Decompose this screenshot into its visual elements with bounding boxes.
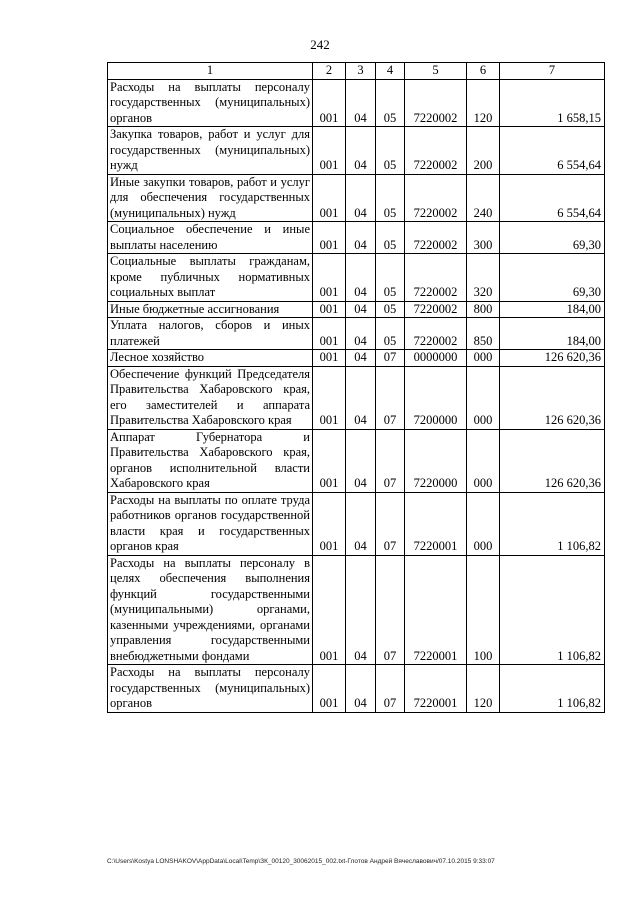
- table-row: [108, 318, 605, 350]
- amount-cell: 1 658,15: [500, 79, 605, 127]
- table-row: [108, 174, 605, 222]
- target-article-cell: 7220002: [405, 318, 467, 350]
- file-path-footer: C:\Users\Kostya LONSHAKOV\AppData\Local\Temp\ЗК_00120_30062015_002.txt-Глотов Андрей Вячеславович/07.10.2015 9:33:07: [107, 858, 495, 865]
- expense-type-cell: 850: [467, 318, 500, 350]
- section-cell: 04: [346, 665, 376, 713]
- subsection-cell: 05: [376, 318, 405, 350]
- amount-cell: 1 106,82: [500, 665, 605, 713]
- budget-table: [107, 62, 605, 713]
- target-article-cell: 7220002: [405, 79, 467, 127]
- section-cell: 04: [346, 492, 376, 555]
- section-cell: 04: [346, 555, 376, 665]
- column-header: 2: [313, 63, 346, 80]
- expense-type-cell: 120: [467, 665, 500, 713]
- row-name-cell: Иные бюджетные ассигнования: [108, 301, 313, 318]
- expense-type-cell: 000: [467, 350, 500, 367]
- section-cell: 04: [346, 429, 376, 492]
- code-cell: 001: [313, 222, 346, 254]
- expense-type-cell: 240: [467, 174, 500, 222]
- row-name-cell: Обеспечение функций Председателя Правительства Хабаровского края, его заместителей и аппарата Правительства Хабаровского края: [108, 366, 313, 429]
- page-number: 242: [310, 37, 330, 52]
- row-name-cell: Аппарат Губернатора и Правительства Хабаровского края, органов исполнительной власти Хабаровского края: [108, 429, 313, 492]
- code-cell: 001: [313, 665, 346, 713]
- row-name-cell: Иные закупки товаров, работ и услуг для обеспечения государственных (муниципальных) нужд: [108, 174, 313, 222]
- subsection-cell: 07: [376, 366, 405, 429]
- code-cell: 001: [313, 174, 346, 222]
- section-cell: 04: [346, 174, 376, 222]
- table-row: [108, 222, 605, 254]
- expense-type-cell: 200: [467, 127, 500, 175]
- expense-type-cell: 300: [467, 222, 500, 254]
- column-header: 6: [467, 63, 500, 80]
- section-cell: 04: [346, 318, 376, 350]
- target-article-cell: 0000000: [405, 350, 467, 367]
- expense-type-cell: 120: [467, 79, 500, 127]
- table-row: [108, 492, 605, 555]
- expense-type-cell: 000: [467, 492, 500, 555]
- column-header: 5: [405, 63, 467, 80]
- row-name-cell: Расходы на выплаты персоналу в целях обеспечения выполнения функций государственными (муниципальными) органами, казенными учреждениями, органами управления государственными внебюджетными фондами: [108, 555, 313, 665]
- row-name-cell: Расходы на выплаты персоналу государственных (муниципальных) органов: [108, 79, 313, 127]
- subsection-cell: 07: [376, 492, 405, 555]
- subsection-cell: 05: [376, 79, 405, 127]
- row-name-cell: Социальное обеспечение и иные выплаты населению: [108, 222, 313, 254]
- column-header: 4: [376, 63, 405, 80]
- table-row: [108, 254, 605, 302]
- code-cell: 001: [313, 318, 346, 350]
- section-cell: 04: [346, 350, 376, 367]
- section-cell: 04: [346, 127, 376, 175]
- target-article-cell: 7220002: [405, 174, 467, 222]
- row-name-cell: Расходы на выплаты по оплате труда работников органов государственной власти края и государственных органов края: [108, 492, 313, 555]
- subsection-cell: 05: [376, 127, 405, 175]
- amount-cell: 6 554,64: [500, 174, 605, 222]
- expense-type-cell: 800: [467, 301, 500, 318]
- table-row: [108, 429, 605, 492]
- target-article-cell: 7220000: [405, 429, 467, 492]
- target-article-cell: 7220001: [405, 492, 467, 555]
- amount-cell: 184,00: [500, 318, 605, 350]
- amount-cell: 126 620,36: [500, 350, 605, 367]
- expense-type-cell: 320: [467, 254, 500, 302]
- expense-type-cell: 000: [467, 366, 500, 429]
- subsection-cell: 07: [376, 555, 405, 665]
- code-cell: 001: [313, 555, 346, 665]
- row-name-cell: Уплата налогов, сборов и иных платежей: [108, 318, 313, 350]
- target-article-cell: 7200000: [405, 366, 467, 429]
- subsection-cell: 05: [376, 222, 405, 254]
- target-article-cell: 7220001: [405, 555, 467, 665]
- table-row: [108, 366, 605, 429]
- row-name-cell: Социальные выплаты гражданам, кроме публичных нормативных социальных выплат: [108, 254, 313, 302]
- amount-cell: 6 554,64: [500, 127, 605, 175]
- amount-cell: 69,30: [500, 254, 605, 302]
- subsection-cell: 05: [376, 301, 405, 318]
- subsection-cell: 07: [376, 350, 405, 367]
- code-cell: 001: [313, 366, 346, 429]
- code-cell: 001: [313, 492, 346, 555]
- target-article-cell: 7220002: [405, 127, 467, 175]
- code-cell: 001: [313, 429, 346, 492]
- section-cell: 04: [346, 366, 376, 429]
- code-cell: 001: [313, 127, 346, 175]
- subsection-cell: 05: [376, 254, 405, 302]
- subsection-cell: 05: [376, 174, 405, 222]
- table-row: [108, 301, 605, 318]
- table-row: [108, 665, 605, 713]
- target-article-cell: 7220002: [405, 222, 467, 254]
- target-article-cell: 7220002: [405, 301, 467, 318]
- row-name-cell: Расходы на выплаты персоналу государственных (муниципальных) органов: [108, 665, 313, 713]
- table-row: [108, 555, 605, 665]
- amount-cell: 184,00: [500, 301, 605, 318]
- subsection-cell: 07: [376, 665, 405, 713]
- table-row: [108, 127, 605, 175]
- code-cell: 001: [313, 254, 346, 302]
- table-row: [108, 79, 605, 127]
- amount-cell: 126 620,36: [500, 366, 605, 429]
- subsection-cell: 07: [376, 429, 405, 492]
- row-name-cell: Лесное хозяйство: [108, 350, 313, 367]
- code-cell: 001: [313, 301, 346, 318]
- table-row: [108, 350, 605, 367]
- row-name-cell: Закупка товаров, работ и услуг для государственных (муниципальных) нужд: [108, 127, 313, 175]
- section-cell: 04: [346, 254, 376, 302]
- section-cell: 04: [346, 222, 376, 254]
- column-header: 7: [500, 63, 605, 80]
- amount-cell: 1 106,82: [500, 555, 605, 665]
- column-header: 1: [108, 63, 313, 80]
- amount-cell: 69,30: [500, 222, 605, 254]
- target-article-cell: 7220002: [405, 254, 467, 302]
- section-cell: 04: [346, 301, 376, 318]
- expense-type-cell: 100: [467, 555, 500, 665]
- target-article-cell: 7220001: [405, 665, 467, 713]
- amount-cell: 126 620,36: [500, 429, 605, 492]
- amount-cell: 1 106,82: [500, 492, 605, 555]
- expense-type-cell: 000: [467, 429, 500, 492]
- section-cell: 04: [346, 79, 376, 127]
- code-cell: 001: [313, 79, 346, 127]
- column-header: 3: [346, 63, 376, 80]
- code-cell: 001: [313, 350, 346, 367]
- table-header-row: [108, 63, 605, 80]
